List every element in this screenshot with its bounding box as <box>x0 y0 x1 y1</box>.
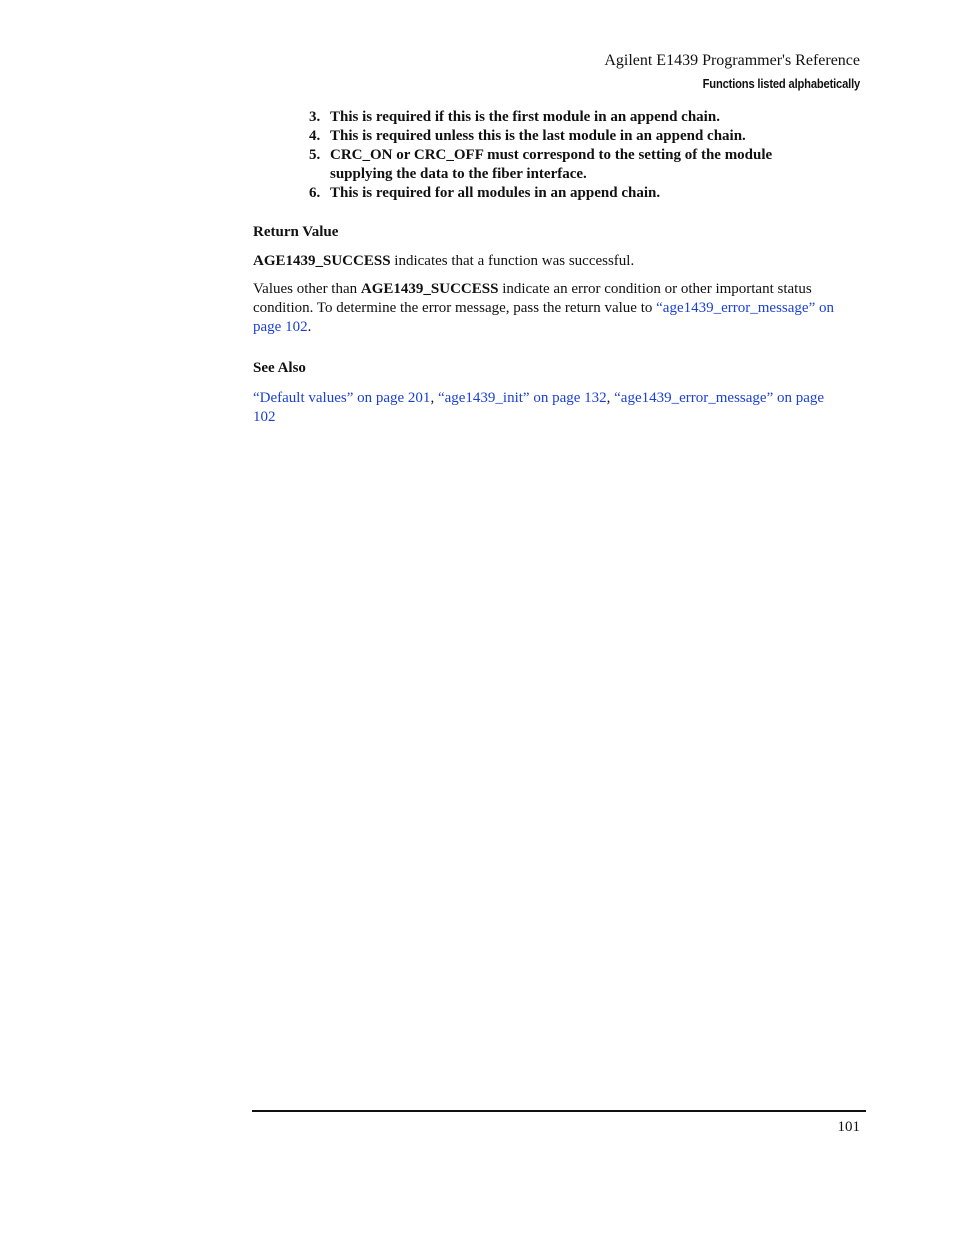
note-number: 6. <box>309 185 321 201</box>
page-number: 101 <box>837 1119 860 1135</box>
constant-name: AGE1439_SUCCESS <box>360 281 499 297</box>
default-values-link[interactable]: “Default values” on page 201 <box>253 390 431 406</box>
list-item <box>309 127 789 146</box>
note-text: This is required for all modules in an append chain. <box>330 185 661 201</box>
notes-list <box>309 108 789 203</box>
return-value-paragraph-2 <box>253 280 865 337</box>
note-text: This is required if this is the first module in an append chain. <box>330 109 720 125</box>
note-number: 4. <box>309 128 321 144</box>
list-item <box>309 184 789 203</box>
note-number: 5. <box>309 147 321 163</box>
error-message-link[interactable]: “age1439_error_message” on page 102 <box>253 300 834 335</box>
separator: , <box>606 390 615 406</box>
footer-rule <box>252 1110 866 1112</box>
paragraph-text: indicate an error condition or other important status condition. To determine the error message, pass the return value to <box>253 281 812 316</box>
see-also-section <box>253 359 865 378</box>
constant-name: AGE1439_SUCCESS <box>253 253 391 269</box>
init-link[interactable]: “age1439_init” on page 132 <box>437 390 607 406</box>
error-message-link[interactable]: “age1439_error_message” on page 102 <box>253 390 825 425</box>
section-heading: Return Value <box>253 224 339 240</box>
running-header-title: Agilent E1439 Programmer's Reference <box>604 52 860 69</box>
see-also-links <box>253 389 828 427</box>
note-text: CRC_ON or CRC_OFF must correspond to the setting of the module supplying the data to the fiber interface. <box>330 147 773 182</box>
section-heading: See Also <box>253 360 306 376</box>
running-header-section: Functions listed alphabetically <box>702 76 860 91</box>
return-value-paragraph-1 <box>253 252 865 271</box>
paragraph-text: indicates that a function was successful. <box>390 253 635 269</box>
note-text: This is required unless this is the last module in an append chain. <box>330 128 746 144</box>
list-item <box>309 146 789 184</box>
paragraph-text: Values other than <box>253 281 361 297</box>
note-number: 3. <box>309 109 321 125</box>
paragraph-text: . <box>307 319 312 335</box>
list-item <box>309 108 789 127</box>
return-value-section <box>253 223 865 242</box>
separator: , <box>430 390 438 406</box>
